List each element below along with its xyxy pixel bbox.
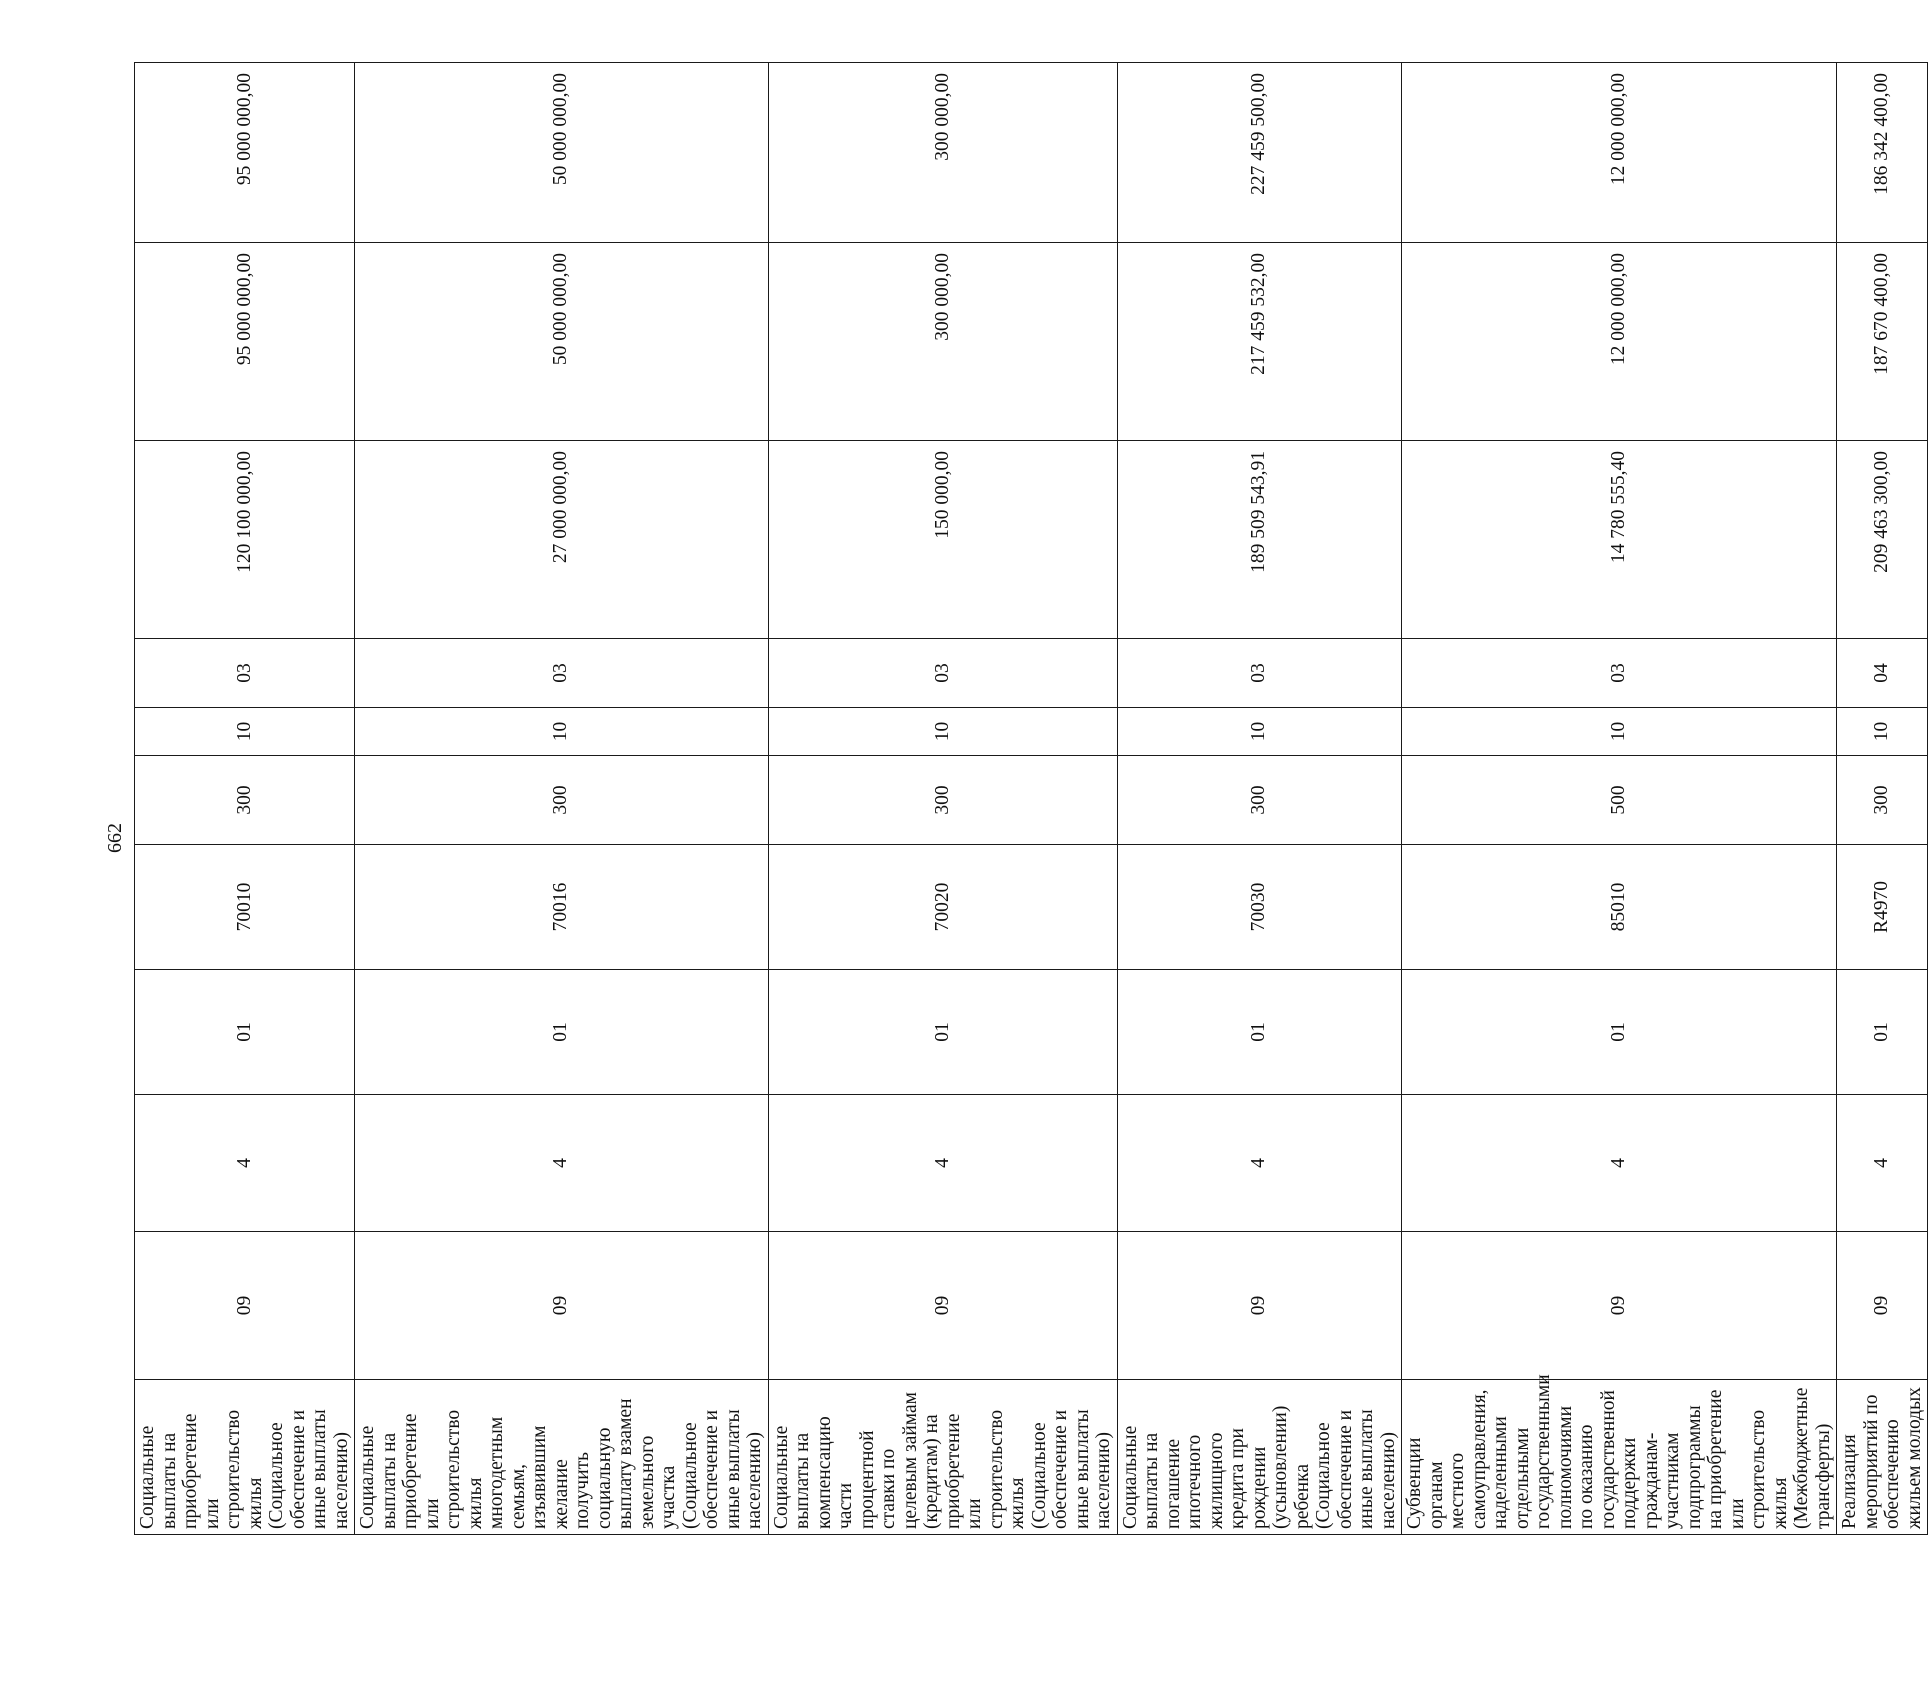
row-description: Субвенции органам местного самоуправления, наделенными отдельными государственными полномочиями по оказанию государственной поддержки гражданам-участникам подпрограммы на приобретение или строительство жилья (Межбюджетные трансферты) bbox=[1402, 1380, 1837, 1535]
code-cell: 10 bbox=[1117, 708, 1402, 756]
code-cell: 03 bbox=[768, 639, 1117, 708]
row-description: Социальные выплаты на приобретение или строительство жилья (Социальное обеспечение и иные выплаты населению) bbox=[135, 1380, 355, 1535]
row-description: Социальные выплаты на погашение ипотечного жилищного кредита при рождении (усыновлении) ребенка (Социальное обеспечение и иные выплаты населению) bbox=[1117, 1380, 1402, 1535]
code-cell: 09 bbox=[355, 1232, 769, 1380]
table-row bbox=[768, 63, 1117, 1535]
amount-cell: 150 000,00 bbox=[768, 441, 1117, 639]
amount-cell: 186 342 400,00 bbox=[1837, 63, 1928, 243]
code-cell: 70010 bbox=[135, 845, 355, 970]
code-cell: 04 bbox=[1837, 639, 1928, 708]
code-cell: 70020 bbox=[768, 845, 1117, 970]
amount-cell: 217 459 532,00 bbox=[1117, 243, 1402, 441]
amount-cell: 187 670 400,00 bbox=[1837, 243, 1928, 441]
code-cell: 01 bbox=[135, 970, 355, 1095]
code-cell: 09 bbox=[1402, 1232, 1837, 1380]
table-row bbox=[1402, 63, 1837, 1535]
table-row bbox=[355, 63, 769, 1535]
row-description: Реализация мероприятий по обеспечению жильем молодых bbox=[1837, 1380, 1928, 1535]
code-cell: 300 bbox=[1117, 756, 1402, 845]
amount-cell: 189 509 543,91 bbox=[1117, 441, 1402, 639]
code-cell: 01 bbox=[768, 970, 1117, 1095]
table-row bbox=[1117, 63, 1402, 1535]
code-cell: 4 bbox=[1837, 1095, 1928, 1232]
code-cell: 10 bbox=[1402, 708, 1837, 756]
code-cell: 03 bbox=[1402, 639, 1837, 708]
amount-cell: 120 100 000,00 bbox=[135, 441, 355, 639]
rotated-page-content bbox=[134, 63, 1925, 1535]
amount-cell: 300 000,00 bbox=[768, 243, 1117, 441]
amount-cell: 14 780 555,40 bbox=[1402, 441, 1837, 639]
code-cell: 03 bbox=[1117, 639, 1402, 708]
code-cell: 70016 bbox=[355, 845, 769, 970]
table-row bbox=[1837, 63, 1928, 1535]
code-cell: 4 bbox=[768, 1095, 1117, 1232]
amount-cell: 50 000 000,00 bbox=[355, 243, 769, 441]
amount-cell: 12 000 000,00 bbox=[1402, 243, 1837, 441]
amount-cell: 12 000 000,00 bbox=[1402, 63, 1837, 243]
amount-cell: 209 463 300,00 bbox=[1837, 441, 1928, 639]
code-cell: 03 bbox=[135, 639, 355, 708]
code-cell: 500 bbox=[1402, 756, 1837, 845]
code-cell: 300 bbox=[1837, 756, 1928, 845]
code-cell: 70030 bbox=[1117, 845, 1402, 970]
code-cell: 4 bbox=[135, 1095, 355, 1232]
budget-table bbox=[134, 62, 1928, 1535]
amount-cell: 95 000 000,00 bbox=[135, 243, 355, 441]
table-row bbox=[135, 63, 355, 1535]
amount-cell: 300 000,00 bbox=[768, 63, 1117, 243]
code-cell: 09 bbox=[135, 1232, 355, 1380]
code-cell: 09 bbox=[768, 1232, 1117, 1380]
code-cell: 10 bbox=[355, 708, 769, 756]
code-cell: 300 bbox=[135, 756, 355, 845]
row-description: Социальные выплаты на компенсацию части процентной ставки по целевым займам (кредитам) на приобретение или строительство жилья (Социальное обеспечение и иные выплаты населению) bbox=[768, 1380, 1117, 1535]
code-cell: 300 bbox=[355, 756, 769, 845]
code-cell: 4 bbox=[1402, 1095, 1837, 1232]
page-number: 662 bbox=[104, 823, 126, 853]
amount-cell: 50 000 000,00 bbox=[355, 63, 769, 243]
code-cell: 300 bbox=[768, 756, 1117, 845]
code-cell: 01 bbox=[1402, 970, 1837, 1095]
code-cell: R4970 bbox=[1837, 845, 1928, 970]
code-cell: 85010 bbox=[1402, 845, 1837, 970]
code-cell: 01 bbox=[355, 970, 769, 1095]
code-cell: 03 bbox=[355, 639, 769, 708]
code-cell: 10 bbox=[135, 708, 355, 756]
amount-cell: 27 000 000,00 bbox=[355, 441, 769, 639]
code-cell: 01 bbox=[1837, 970, 1928, 1095]
code-cell: 09 bbox=[1117, 1232, 1402, 1380]
code-cell: 09 bbox=[1837, 1232, 1928, 1380]
code-cell: 4 bbox=[1117, 1095, 1402, 1232]
code-cell: 10 bbox=[768, 708, 1117, 756]
code-cell: 4 bbox=[355, 1095, 769, 1232]
amount-cell: 227 459 500,00 bbox=[1117, 63, 1402, 243]
code-cell: 01 bbox=[1117, 970, 1402, 1095]
code-cell: 10 bbox=[1837, 708, 1928, 756]
amount-cell: 95 000 000,00 bbox=[135, 63, 355, 243]
row-description: Социальные выплаты на приобретение или строительство жилья многодетным семьям, изъявившим желание получить социальную выплату взамен земельного участка (Социальное обеспечение и иные выплаты населению) bbox=[355, 1380, 769, 1535]
